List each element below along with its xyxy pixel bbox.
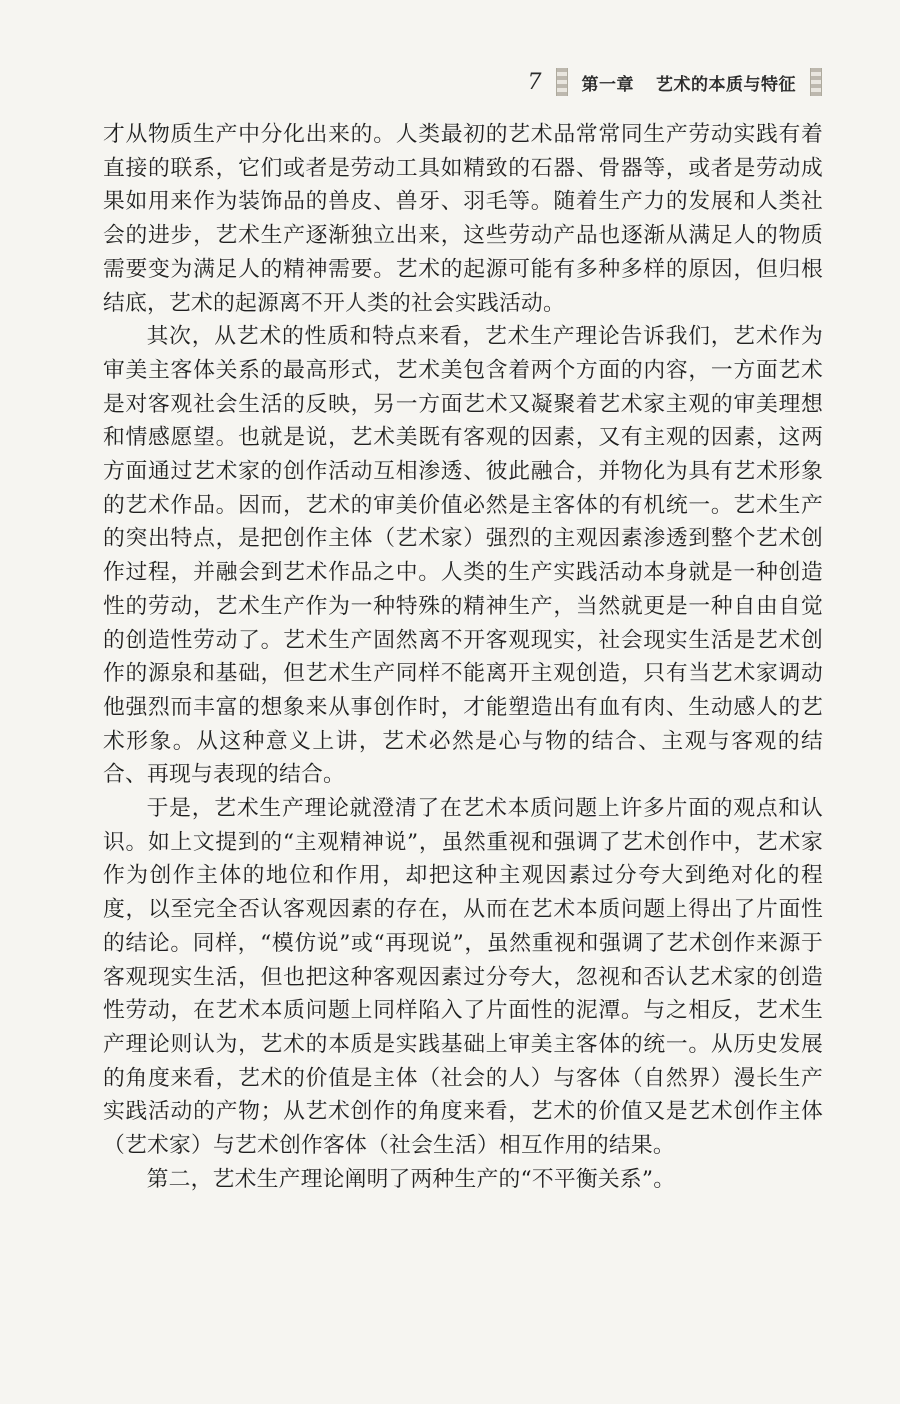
header-ornament-icon [556, 68, 568, 96]
page-number: 7 [527, 69, 542, 95]
running-header [528, 68, 823, 96]
paragraph: 才从物质生产中分化出来的。人类最初的艺术品常常同生产劳动实践有着直接的联系，它们或者是劳动工具如精致的石器、骨器等，或者是劳动成果如用来作为装饰品的兽皮、兽牙、羽毛等。随着生产力的发展和人类社会的进步，艺术生产逐渐独立出来，这些劳动产品也逐渐从满足人的物质需要变为满足人的精神需要。艺术的起源可能有多种多样的原因，但归根结底，艺术的起源离不开人类的社会实践活动。 [103, 122, 823, 316]
chapter-title: 艺术的本质与特征 [656, 74, 796, 95]
paragraph: 其次，从艺术的性质和特点来看，艺术生产理论告诉我们，艺术作为审美主客体关系的最高形式，艺术美包含着两个方面的内容，一方面艺术是对客观社会生活的反映，另一方面艺术又凝聚着艺术家主观的审美理想和情感愿望。也就是说，艺术美既有客观的因素，又有主观的因素，这两方面通过艺术家的创作活动互相渗透、彼此融合，并物化为具有艺术形象的艺术作品。因而，艺术的审美价值必然是主客体的有机统一。艺术生产的突出特点，是把创作主体（艺术家）强烈的主观因素渗透到整个艺术创作过程，并融会到艺术作品之中。人类的生产实践活动本身就是一种创造性的劳动，艺术生产作为一种特殊的精神生产，当然就更是一种自由自觉的创造性劳动了。艺术生产固然离不开客观现实，社会现实生活是艺术创作的源泉和基础，但艺术生产同样不能离开主观创造，只有当艺术家调动他强烈而丰富的想象来从事创作时，才能塑造出有血有肉、生动感人的艺术形象。从这种意义上讲，艺术必然是心与物的结合、主观与客观的结合、再现与表现的结合。 [103, 324, 823, 788]
chapter-label: 第一章 [581, 74, 634, 95]
body-text [103, 118, 823, 1197]
header-ornament-icon [810, 68, 822, 96]
paragraph: 于是，艺术生产理论就澄清了在艺术本质问题上许多片面的观点和认识。如上文提到的“主观精神说”，虽然重视和强调了艺术创作中，艺术家作为创作主体的地位和作用，却把这种主观因素过分夸大到绝对化的程度，以至完全否认客观因素的存在，从而在艺术本质问题上得出了片面性的结论。同样，“模仿说”或“再现说”，虽然重视和强调了艺术创作来源于客观现实生活，但也把这种客观因素过分夸大，忽视和否认艺术家的创造性劳动，在艺术本质问题上同样陷入了片面性的泥潭。与之相反，艺术生产理论则认为，艺术的本质是实践基础上审美主客体的统一。从历史发展的角度来看，艺术的价值是主体（社会的人）与客体（自然界）漫长生产实践活动的产物；从艺术创作的角度来看，艺术的价值又是艺术创作主体（艺术家）与艺术创作客体（社会生活）相互作用的结果。 [103, 796, 823, 1159]
paragraph: 第二，艺术生产理论阐明了两种生产的“不平衡关系”。 [146, 1166, 676, 1192]
